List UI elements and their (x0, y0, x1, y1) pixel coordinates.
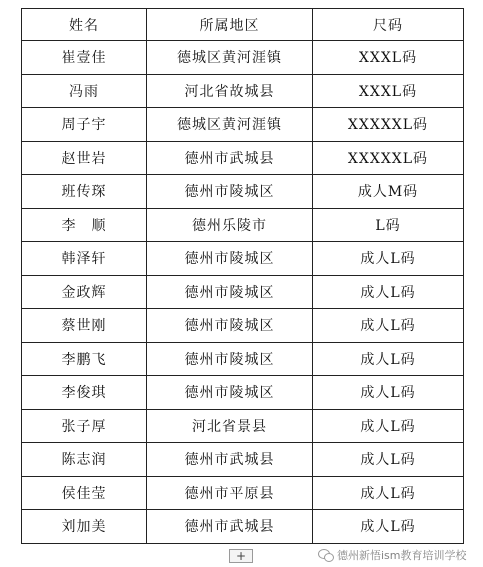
cell-size: 成人L码 (313, 342, 464, 376)
table-row (22, 443, 464, 477)
table-row (22, 242, 464, 276)
cell-size: 成人L码 (313, 376, 464, 410)
cell-region: 德州市陵城区 (147, 342, 313, 376)
cell-region: 德州市陵城区 (147, 275, 313, 309)
add-row-button[interactable]: + (229, 549, 253, 563)
table-row (22, 141, 464, 175)
table-row (22, 275, 464, 309)
cell-name: 李鹏飞 (22, 342, 147, 376)
cell-region: 德州乐陵市 (147, 208, 313, 242)
cell-name: 陈志润 (22, 443, 147, 477)
table-row (22, 208, 464, 242)
cell-size: 成人L码 (313, 476, 464, 510)
table-row (22, 342, 464, 376)
table-row (22, 510, 464, 544)
cell-name: 冯雨 (22, 74, 147, 108)
cell-region: 德州市平原县 (147, 476, 313, 510)
cell-region: 德州市陵城区 (147, 309, 313, 343)
cell-region: 德州市陵城区 (147, 175, 313, 209)
cell-size: 成人L码 (313, 510, 464, 544)
cell-region: 德州市武城县 (147, 141, 313, 175)
cell-name: 班传琛 (22, 175, 147, 209)
cell-size: XXXXXL码 (313, 141, 464, 175)
cell-size: 成人L码 (313, 443, 464, 477)
table-header-row (22, 9, 464, 41)
cell-name: 李俊琪 (22, 376, 147, 410)
cell-size: 成人L码 (313, 242, 464, 276)
cell-size: XXXL码 (313, 74, 464, 108)
cell-region: 德州市武城县 (147, 510, 313, 544)
cell-size: 成人L码 (313, 275, 464, 309)
column-header-size: 尺码 (313, 9, 464, 41)
cell-region: 河北省景县 (147, 409, 313, 443)
column-header-region: 所属地区 (147, 9, 313, 41)
watermark-text: 德州新悟ism教育培训学校 (337, 549, 467, 562)
watermark (318, 546, 467, 564)
roster-table-body (22, 41, 464, 544)
cell-size: XXXL码 (313, 41, 464, 75)
cell-region: 德城区黄河涯镇 (147, 108, 313, 142)
cell-region: 德城区黄河涯镇 (147, 41, 313, 75)
table-row (22, 41, 464, 75)
table-row (22, 74, 464, 108)
table-row (22, 108, 464, 142)
cell-name: 张子厚 (22, 409, 147, 443)
cell-name: 崔壹佳 (22, 41, 147, 75)
table-row (22, 376, 464, 410)
cell-size: 成人L码 (313, 309, 464, 343)
roster-table-container (21, 8, 463, 544)
column-header-name: 姓名 (22, 9, 147, 41)
cell-region: 德州市陵城区 (147, 376, 313, 410)
cell-region: 德州市武城县 (147, 443, 313, 477)
cell-name: 侯佳莹 (22, 476, 147, 510)
table-row (22, 175, 464, 209)
cell-size: 成人L码 (313, 409, 464, 443)
cell-name: 刘加美 (22, 510, 147, 544)
cell-name: 金政辉 (22, 275, 147, 309)
cell-size: L码 (313, 208, 464, 242)
cell-name: 蔡世刚 (22, 309, 147, 343)
cell-name: 周子宇 (22, 108, 147, 142)
cell-name: 李 顺 (22, 208, 147, 242)
table-row (22, 476, 464, 510)
table-row (22, 309, 464, 343)
roster-table (21, 8, 464, 544)
cell-size: XXXXXL码 (313, 108, 464, 142)
cell-name: 赵世岩 (22, 141, 147, 175)
wechat-icon (318, 549, 334, 562)
cell-size: 成人M码 (313, 175, 464, 209)
cell-region: 河北省故城县 (147, 74, 313, 108)
cell-name: 韩泽轩 (22, 242, 147, 276)
table-row (22, 409, 464, 443)
cell-region: 德州市陵城区 (147, 242, 313, 276)
